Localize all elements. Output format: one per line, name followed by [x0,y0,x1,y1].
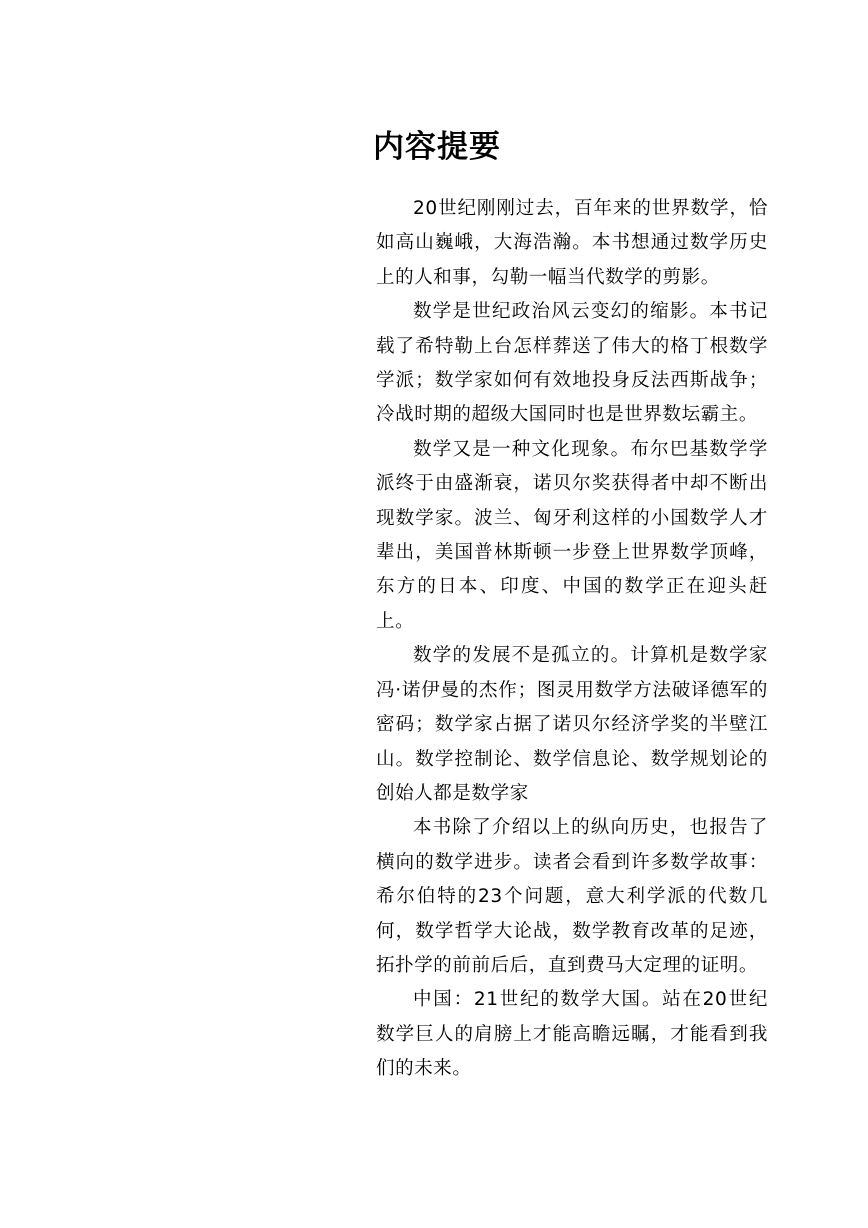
paragraph-5: 本书除了介绍以上的纵向历史，也报告了横向的数学进步。读者会看到许多数学故事：希尔伯特的23个问题，意大利学派的代数几何，数学哲学大论战，数学教育改革的足迹，拓扑学的前前后后，直到费马大定理的证明。 [376,817,768,976]
page-title: 内容提要 [373,129,501,165]
paragraph-6: 中国：21世纪的数学大国。站在20世纪数学巨人的肩膀上才能高瞻远瞩，才能看到我们的未来。 [376,989,768,1080]
paragraph-4: 数学的发展不是孤立的。计算机是数学家冯·诺伊曼的杰作；图灵用数学方法破译德军的密码；数学家占据了诺贝尔经济学奖的半壁江山。数学控制论、数学信息论、数学规划论的创始人都是数学家 [376,645,768,804]
paragraph-2: 数学是世纪政治风云变幻的缩影。本书记载了希特勒上台怎样葬送了伟大的格丁根数学学派；数学家如何有效地投身反法西斯战争；冷战时期的超级大国同时也是世界数坛霸主。 [376,301,768,426]
paragraph-1: 20世纪刚刚过去，百年来的世界数学，恰如高山巍峨，大海浩瀚。本书想通过数学历史上的人和事，勾勒一幅当代数学的剪影。 [376,198,768,288]
paragraph-3: 数学又是一种文化现象。布尔巴基数学学派终于由盛渐衰，诺贝尔奖获得者中却不断出现数学家。波兰、匈牙利这样的小国数学人才辈出，美国普林斯顿一步登上世界数学顶峰，东方的日本、印度、中国的数学正在迎头赶上。 [376,438,768,632]
summary-body [376,192,768,1087]
